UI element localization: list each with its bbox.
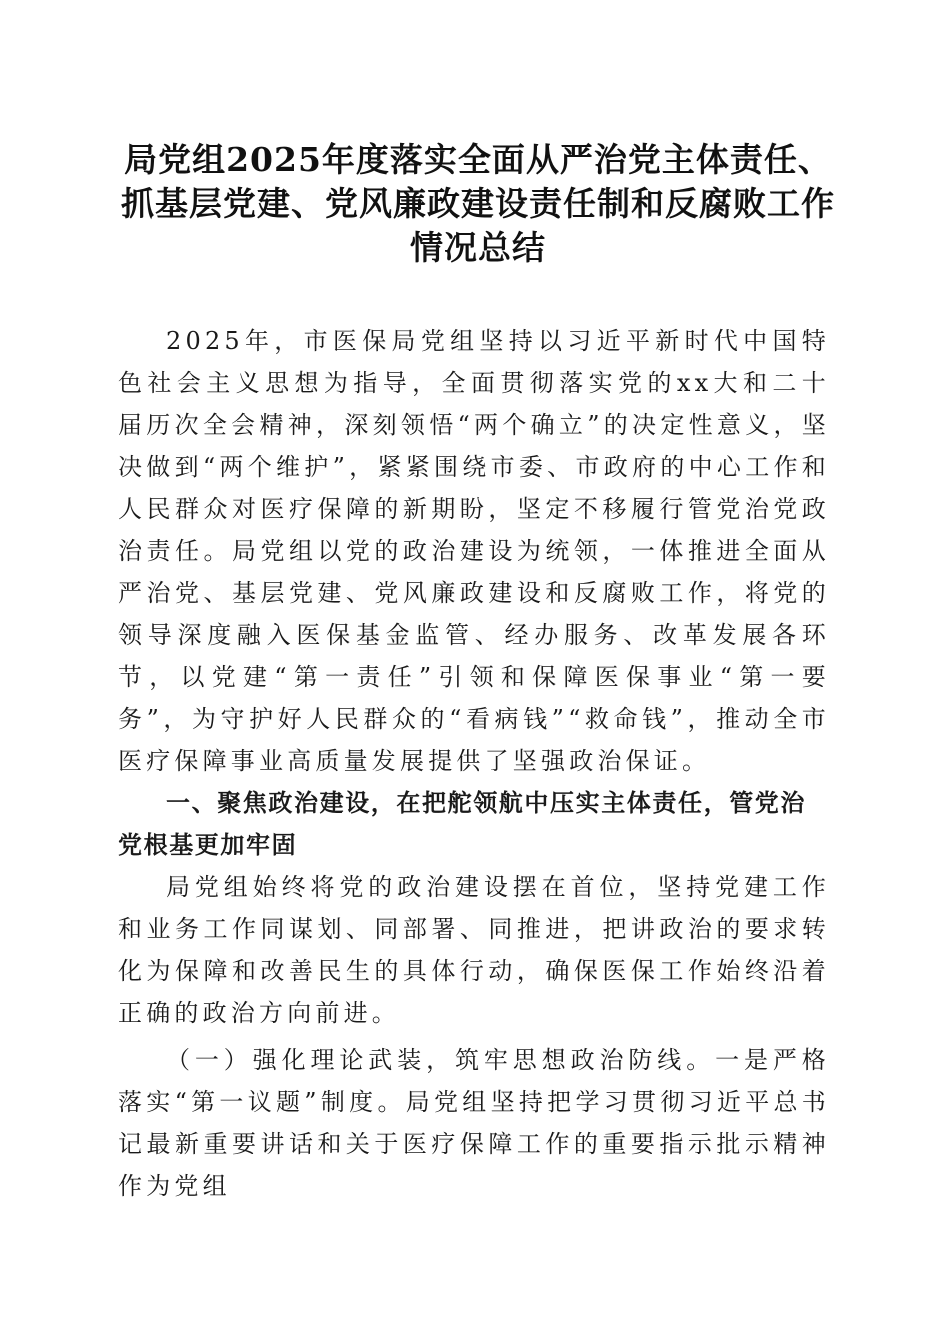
document-title: 局党组2025年度落实全面从严治党主体责任、抓基层党建、党风廉政建设责任制和反腐败工作情况总结 (121, 140, 835, 267)
intro-paragraph: 2025年，市医保局党组坚持以习近平新时代中国特色社会主义思想为指导，全面贯彻落实党的xx大和二十届历次全会精神，深刻领悟“两个确立”的决定性意义，坚决做到“两个维护”，紧紧围绕市委、市政府的中心工作和人民群众对医疗保障的新期盼，坚定不移履行管党治党政治责任。局党组以党的政治建设为统领，一体推进全面从严治党、基层党建、党风廉政建设和反腐败工作，将党的领导深度融入医保基金监管、经办服务、改革发展各环节，以党建“第一责任”引领和保障医保事业“第一要务”，为守护好人民群众的“看病钱”“救命钱”，推动全市医疗保障事业高质量发展提供了坚强政治保证。 (118, 327, 830, 775)
section-1-heading: 一、聚焦政治建设，在把舵领航中压实主体责任，管党治党根基更加牢固 (118, 789, 806, 859)
subsection-1-paragraph: （一）强化理论武装，筑牢思想政治防线。一是严格落实“第一议题”制度。局党组坚持把学习贯彻习近平总书记最新重要讲话和关于医疗保障工作的重要指示批示精神作为党组 (118, 1046, 830, 1200)
section-1-paragraph: 局党组始终将党的政治建设摆在首位，坚持党建工作和业务工作同谋划、同部署、同推进，把讲政治的要求转化为保障和改善民生的具体行动，确保医保工作始终沿着正确的政治方向前进。 (118, 873, 830, 1027)
document-body (118, 320, 830, 1207)
